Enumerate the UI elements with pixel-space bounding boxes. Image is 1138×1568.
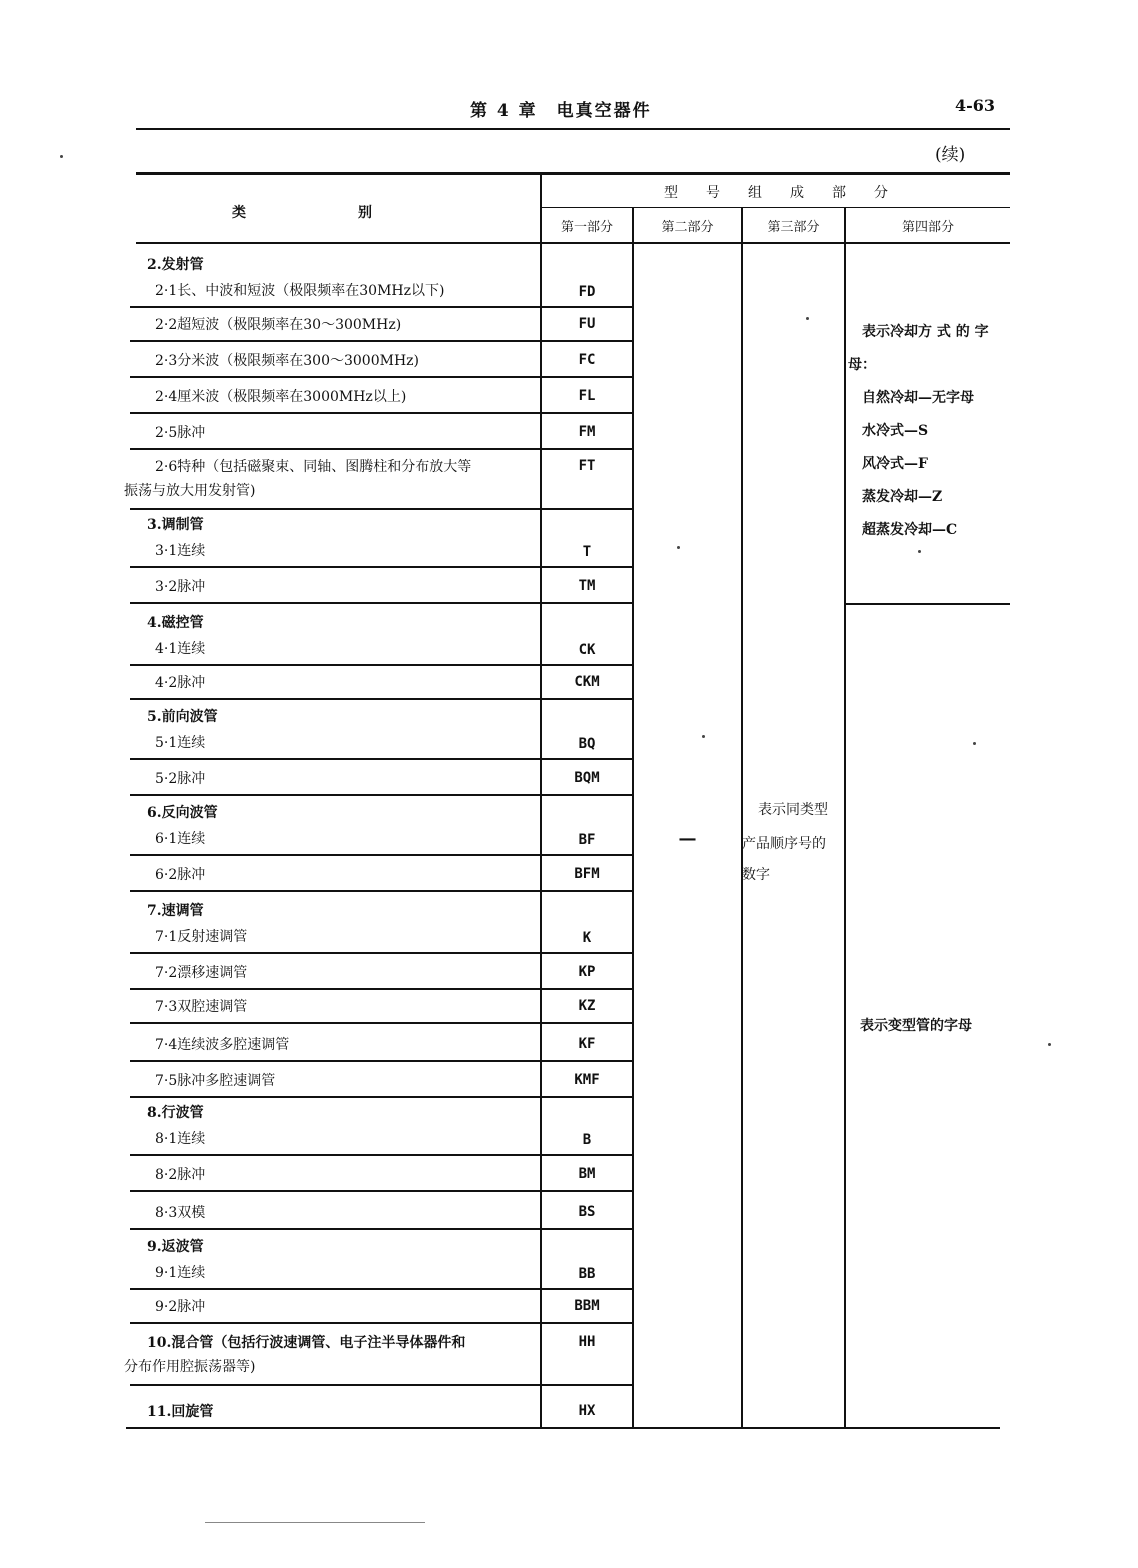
col-divider-4: [844, 207, 846, 1427]
row-rule: [130, 1384, 632, 1386]
row-rule: [130, 340, 632, 342]
continued-label: (续): [935, 145, 966, 165]
first-part-code: K: [582, 930, 592, 946]
scan-streak: [205, 1522, 425, 1523]
row-rule: [130, 1154, 632, 1156]
row-label: 2·5脉冲: [155, 425, 206, 441]
row-rule: [130, 794, 632, 796]
row-rule: [130, 566, 632, 568]
row-label: 9·1连续: [155, 1265, 206, 1281]
first-part-code: KF: [578, 1036, 596, 1052]
row-label: 4·2脉冲: [155, 675, 206, 691]
fourth-part-line-4: 水冷式—S: [862, 423, 929, 439]
first-part-code: CKM: [574, 674, 600, 690]
row-rule: [130, 448, 632, 450]
first-part-code: BB: [578, 1266, 596, 1282]
row-rule: [130, 1190, 632, 1192]
fourth-part-bottom: 表示变型管的字母: [860, 1018, 972, 1034]
first-part-code: FC: [578, 352, 596, 368]
first-part-code: BBM: [574, 1298, 600, 1314]
row-rule: [130, 952, 632, 954]
first-part-code: BFM: [574, 866, 600, 882]
col-divider-2: [632, 207, 634, 1427]
scan-speck: [702, 735, 705, 738]
row-label: 2·2超短波（极限频率在30～300MHz): [155, 317, 402, 333]
third-part-line-2: 产品顺序号的: [742, 836, 826, 852]
group-heading: 5.前向波管: [147, 709, 218, 725]
row-rule: [130, 1096, 632, 1098]
row-rule: [130, 376, 632, 378]
first-part-code: BF: [578, 832, 596, 848]
fourth-part-line-7: 超蒸发冷却—C: [862, 522, 958, 538]
row-label-continued: 分布作用腔振荡器等): [124, 1359, 256, 1375]
row-label: 8·3双模: [155, 1205, 206, 1221]
row-rule: [130, 1060, 632, 1062]
category-header: 类 别: [232, 205, 372, 221]
row-label: 8·2脉冲: [155, 1167, 206, 1183]
row-rule: [130, 1322, 632, 1324]
row-rule: [130, 664, 632, 666]
part4-header: 第四部分: [901, 220, 954, 235]
subheader-rule: [542, 207, 1010, 208]
group-header: 型 号 组 成 部 分: [664, 185, 888, 201]
group-heading: 9.返波管: [147, 1239, 204, 1255]
group-heading: 4.磁控管: [147, 615, 204, 631]
row-rule: [130, 698, 632, 700]
first-part-code: HX: [578, 1403, 596, 1419]
row-rule: [130, 1022, 632, 1024]
row-rule: [130, 854, 632, 856]
first-part-code: FT: [578, 458, 596, 474]
col-divider-3: [741, 207, 743, 1427]
row-label: 10.混合管（包括行波速调管、电子注半导体器件和: [147, 1335, 466, 1351]
row-rule: [130, 758, 632, 760]
row-label-continued: 振荡与放大用发射管): [124, 483, 256, 499]
row-label: 6·1连续: [155, 831, 206, 847]
first-part-code: KZ: [578, 998, 596, 1014]
row-rule: [130, 1288, 632, 1290]
first-part-code: BM: [578, 1166, 596, 1182]
scan-speck: [973, 742, 976, 745]
fourth-part-line-2: 母：: [848, 357, 876, 373]
row-label: 5·1连续: [155, 735, 206, 751]
row-label: 7·5脉冲多腔速调管: [155, 1073, 276, 1089]
first-part-code: BQM: [574, 770, 600, 786]
header-rule: [136, 128, 1010, 130]
part1-header: 第一部分: [560, 220, 613, 235]
scan-speck: [1048, 1043, 1051, 1046]
header-bottom-rule: [136, 242, 1010, 244]
row-label: 4·1连续: [155, 641, 206, 657]
scan-speck: [60, 155, 63, 158]
row-label: 6·2脉冲: [155, 867, 206, 883]
row-label: 11.回旋管: [147, 1404, 214, 1420]
third-part-line-1: 表示同类型: [758, 802, 828, 818]
first-part-code: FL: [578, 388, 596, 404]
first-part-code: HH: [578, 1334, 596, 1350]
fourth-part-line-3: 自然冷却—无字母: [862, 390, 974, 406]
part3-header: 第三部分: [767, 220, 820, 235]
group-heading: 3.调制管: [147, 517, 204, 533]
row-label: 2·3分米波（极限频率在300～3000MHz): [155, 353, 419, 369]
scan-speck: [806, 317, 809, 320]
first-part-code: KP: [578, 964, 596, 980]
second-part-dash: —: [678, 828, 697, 849]
third-part-line-3: 数字: [742, 867, 770, 883]
first-part-code: BQ: [578, 736, 596, 752]
row-label: 2·4厘米波（极限频率在3000MHz以上): [155, 389, 407, 405]
row-label: 7·1反射速调管: [155, 929, 248, 945]
fourth-part-divider: [846, 603, 1010, 605]
first-part-code: T: [582, 544, 592, 560]
row-label: 2·6特种（包括磁聚束、同轴、图腾柱和分布放大等: [155, 459, 472, 475]
first-part-code: FM: [578, 424, 596, 440]
page-number: 4-63: [955, 96, 996, 115]
row-rule: [130, 508, 632, 510]
row-label: 9·2脉冲: [155, 1299, 206, 1315]
fourth-part-line-6: 蒸发冷却—Z: [862, 489, 943, 505]
row-label: 2·1长、中波和短波（极限频率在30MHz以下): [155, 283, 445, 299]
row-label: 5·2脉冲: [155, 771, 206, 787]
table-top-rule: [136, 172, 1010, 175]
row-rule: [130, 1228, 632, 1230]
group-heading: 8.行波管: [147, 1105, 204, 1121]
row-label: 7·4连续波多腔速调管: [155, 1037, 290, 1053]
row-label: 7·2漂移速调管: [155, 965, 248, 981]
first-part-code: FD: [578, 284, 596, 300]
scan-speck: [677, 546, 680, 549]
row-rule: [130, 890, 632, 892]
first-part-code: KMF: [574, 1072, 600, 1088]
row-rule: [130, 412, 632, 414]
first-part-code: B: [582, 1132, 592, 1148]
row-label: 8·1连续: [155, 1131, 206, 1147]
row-rule: [130, 306, 632, 308]
fourth-part-line-5: 风冷式—F: [862, 456, 928, 472]
chapter-title: 第 4 章 电真空器件: [470, 101, 652, 121]
row-rule: [130, 602, 632, 604]
table-bottom-rule: [126, 1427, 1000, 1429]
first-part-code: TM: [578, 578, 596, 594]
group-heading: 7.速调管: [147, 903, 204, 919]
group-heading: 6.反向波管: [147, 805, 218, 821]
first-part-code: CK: [578, 642, 596, 658]
row-rule: [130, 988, 632, 990]
part2-header: 第二部分: [661, 220, 714, 235]
row-label: 3·2脉冲: [155, 579, 206, 595]
first-part-code: FU: [578, 316, 596, 332]
group-heading: 2.发射管: [147, 257, 204, 273]
row-label: 3·1连续: [155, 543, 206, 559]
first-part-code: BS: [578, 1204, 596, 1220]
scan-speck: [918, 550, 921, 553]
row-label: 7·3双腔速调管: [155, 999, 248, 1015]
fourth-part-line-1: 表示冷却方 式 的 字: [862, 324, 989, 340]
